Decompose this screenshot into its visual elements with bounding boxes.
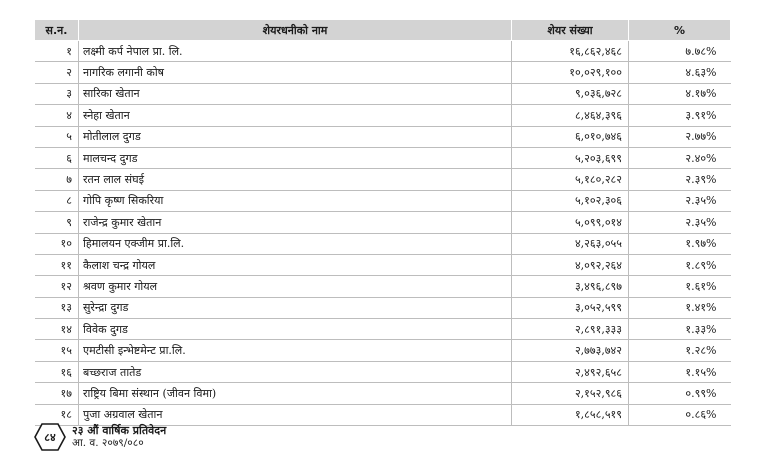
shareholder-name-cell: रतन लाल संघई [79,169,512,190]
percent-cell: १.३३% [629,319,731,340]
serial-number-cell: १७ [35,383,79,404]
share-count-cell: २,७७३,७४२ [512,340,629,361]
shareholder-name-cell: सुरेन्द्रा दुगड [79,297,512,318]
table-row [35,276,731,297]
share-count-cell: ५,१८०,२८२ [512,169,629,190]
share-count-cell: २,४९२,६५८ [512,361,629,382]
table-row [35,212,731,233]
header-shareholder-name: शेयरधनीको नाम [79,20,512,41]
shareholder-name-cell: गोपि कृष्ण सिकरिया [79,190,512,211]
shareholder-table-container [34,19,730,426]
header-share-count: शेयर संख्या [512,20,629,41]
table-header-row [35,20,731,41]
percent-cell: २.३५% [629,190,731,211]
percent-cell: १.६१% [629,276,731,297]
table-row [35,233,731,254]
share-count-cell: ४,०९२,२६४ [512,254,629,275]
percent-cell: २.४०% [629,147,731,168]
serial-number-cell: ५ [35,126,79,147]
share-count-cell: १,८५८,५१९ [512,404,629,425]
percent-cell: ०.८६% [629,404,731,425]
serial-number-cell: १२ [35,276,79,297]
table-row [35,62,731,83]
shareholder-name-cell: पुजा अग्रवाल खेतान [79,404,512,425]
serial-number-cell: ६ [35,147,79,168]
percent-cell: २.३९% [629,169,731,190]
shareholder-name-cell: बच्छराज तातेड [79,361,512,382]
table-row [35,254,731,275]
serial-number-cell: १३ [35,297,79,318]
share-count-cell: ६,०१०,७४६ [512,126,629,147]
table-row [35,105,731,126]
serial-number-cell: १० [35,233,79,254]
share-count-cell: ८,४६४,३९६ [512,105,629,126]
share-count-cell: ३,४९६,८९७ [512,276,629,297]
serial-number-cell: ९ [35,212,79,233]
share-count-cell: २,८९१,३३३ [512,319,629,340]
table-row [35,383,731,404]
share-count-cell: १०,०२९,१०० [512,62,629,83]
table-row [35,147,731,168]
shareholder-name-cell: एमटीसी इन्भेष्टमेन्ट प्रा.लि. [79,340,512,361]
page-footer [34,420,334,454]
shareholder-name-cell: विवेक दुगड [79,319,512,340]
serial-number-cell: २ [35,62,79,83]
shareholder-name-cell: राजेन्द्र कुमार खेतान [79,212,512,233]
table-row [35,340,731,361]
shareholder-name-cell: मोतीलाल दुगड [79,126,512,147]
footer-text [72,424,166,450]
share-count-cell: ४,२६३,०५५ [512,233,629,254]
serial-number-cell: १ [35,41,79,62]
table-row [35,319,731,340]
percent-cell: ४.१७% [629,83,731,104]
shareholder-name-cell: नागरिक लगानी कोष [79,62,512,83]
page-number-badge [34,423,66,451]
percent-cell: १.२८% [629,340,731,361]
serial-number-cell: ८ [35,190,79,211]
percent-cell: १.८९% [629,254,731,275]
percent-cell: ३.९१% [629,105,731,126]
table-row [35,297,731,318]
table-row [35,126,731,147]
percent-cell: ०.९९% [629,383,731,404]
shareholder-name-cell: श्रवण कुमार गोयल [79,276,512,297]
percent-cell: १.४१% [629,297,731,318]
table-row [35,83,731,104]
shareholder-name-cell: हिमालयन एक्जीम प्रा.लि. [79,233,512,254]
shareholder-name-cell: मालचन्द दुगड [79,147,512,168]
serial-number-cell: १६ [35,361,79,382]
serial-number-cell: ४ [35,105,79,126]
share-count-cell: २,१५२,९८६ [512,383,629,404]
serial-number-cell: १८ [35,404,79,425]
share-count-cell: ५,१०२,३०६ [512,190,629,211]
table-body [35,41,731,426]
serial-number-cell: ३ [35,83,79,104]
percent-cell: १.९७% [629,233,731,254]
table-row [35,190,731,211]
percent-cell: ४.६३% [629,62,731,83]
serial-number-cell: ११ [35,254,79,275]
table-row [35,361,731,382]
shareholder-name-cell: स्नेहा खेतान [79,105,512,126]
report-fiscal-year: आ. व. २०७९/०८० [72,437,144,449]
header-percent: % [629,20,731,41]
share-count-cell: ५,२०३,६९९ [512,147,629,168]
table-row [35,169,731,190]
shareholder-name-cell: कैलाश चन्द्र गोयल [79,254,512,275]
serial-number-cell: १४ [35,319,79,340]
percent-cell: २.३५% [629,212,731,233]
percent-cell: १.१५% [629,361,731,382]
share-count-cell: ३,०५२,५९९ [512,297,629,318]
percent-cell: २.७७% [629,126,731,147]
percent-cell: ७.७८% [629,41,731,62]
share-count-cell: ९,०३६,७२८ [512,83,629,104]
report-title: २३ औं वार्षिक प्रतिवेदन [72,424,167,437]
shareholder-name-cell: राष्ट्रिय बिमा संस्थान (जीवन विमा) [79,383,512,404]
share-count-cell: १६,८६२,४६८ [512,41,629,62]
table-row [35,41,731,62]
header-serial-number: स.न. [35,20,79,41]
shareholder-name-cell: लक्ष्मी कर्प नेपाल प्रा. लि. [79,41,512,62]
serial-number-cell: ७ [35,169,79,190]
share-count-cell: ५,०९९,०१४ [512,212,629,233]
page-number: ८४ [44,430,56,444]
shareholder-name-cell: सारिका खेतान [79,83,512,104]
serial-number-cell: १५ [35,340,79,361]
shareholder-table [34,19,731,426]
